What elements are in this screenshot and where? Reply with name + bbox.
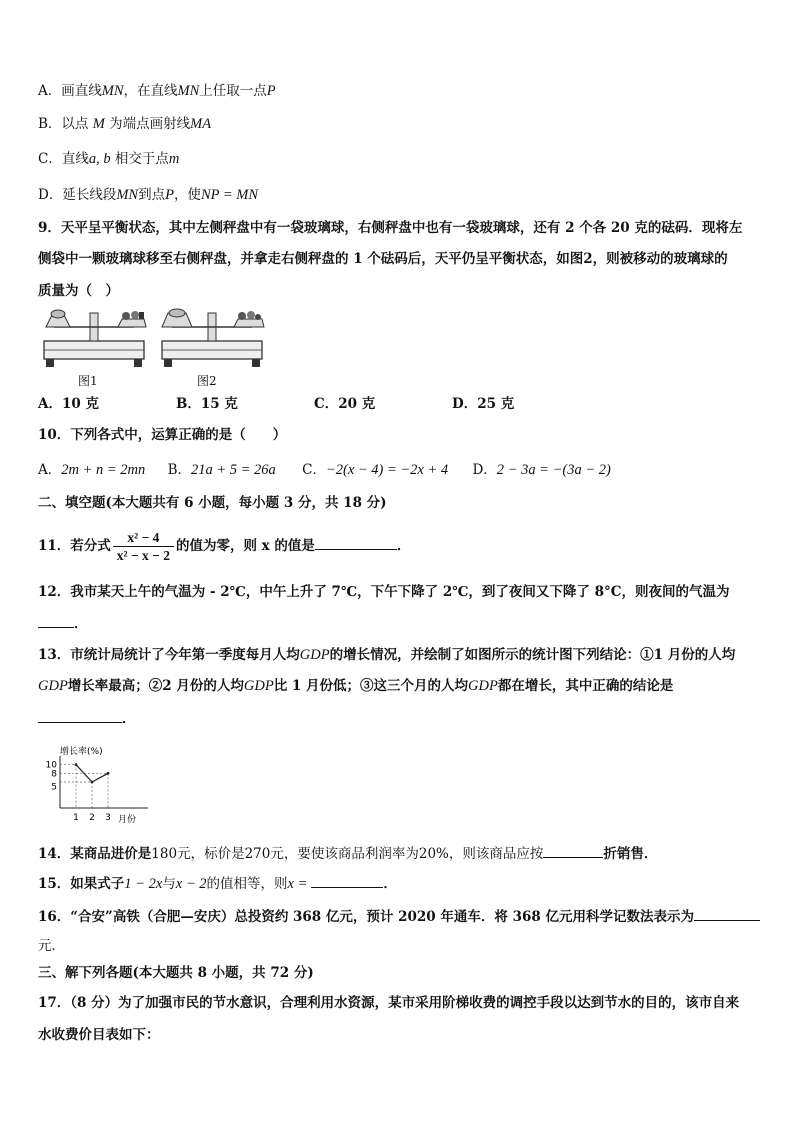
section-2-heading: 二、填空题(本大题共有 6 小题，每小题 3 分，共 18 分)	[38, 495, 387, 511]
option-letter: D．	[472, 462, 497, 478]
option-letter: B．	[38, 116, 62, 132]
math-p: P	[165, 187, 174, 203]
q9-options	[38, 395, 514, 413]
math-ma: MA	[190, 116, 212, 132]
q16-line2: 元．	[38, 938, 65, 954]
chart-point	[91, 781, 94, 784]
gdp-growth-chart	[38, 740, 168, 826]
chart-xtick-label: 1	[73, 813, 79, 823]
q13-end: ．	[122, 711, 136, 727]
option-text: 到点	[138, 187, 166, 203]
answer-blank[interactable]	[38, 613, 74, 628]
q8-option-b	[38, 115, 211, 133]
q15-expr-1: 1 − 2x	[124, 876, 163, 892]
q14-price: 270	[244, 846, 271, 862]
option-text: 延长线段	[62, 187, 117, 203]
q14-text: 折销售．	[603, 846, 658, 862]
answer-blank[interactable]	[315, 535, 397, 550]
q17-line2: 水收费价目表如下：	[38, 1027, 160, 1043]
chart-ytick-label: 5	[51, 782, 57, 793]
q10-option-d-expr: 2 − 3a = −(3a − 2)	[496, 462, 611, 478]
option-text: 以点	[61, 116, 89, 132]
option-letter: B．	[167, 462, 191, 478]
q14-rate: 20%	[418, 846, 449, 862]
q9-stem-line1: 9．天平呈平衡状态，其中左侧秤盘中有一袋玻璃球，右侧秤盘中也有一袋玻璃球，还有 2 个各 20 克的砝码．现将左	[38, 220, 743, 236]
option-text: 画直线	[61, 83, 102, 99]
q9-option-d: D．25 克	[452, 396, 515, 412]
q10-option-b-expr: 21a + 5 = 26a	[190, 462, 276, 478]
q13-text: 比 1 月份低；③这三个月的人均	[273, 678, 469, 694]
q14	[38, 843, 657, 863]
option-letter: A．	[38, 83, 62, 99]
q14-text: ，则该商品应按	[448, 846, 544, 862]
answer-blank[interactable]	[311, 873, 383, 888]
chart-xtick-label: 3	[105, 813, 111, 823]
q8-option-d	[38, 186, 258, 204]
q13-line1	[38, 646, 735, 664]
q11-fraction	[113, 529, 174, 564]
q17-line1: 17．（8 分）为了加强市民的节水意识，合理利用水资源，某市采用阶梯收费的调控手段以达到节水的目的，该市自来	[38, 995, 740, 1011]
q15-text: 的值相等，则	[206, 876, 288, 892]
figure-2-caption: 图2	[197, 374, 217, 388]
math-ab: a, b	[88, 151, 111, 167]
math-gdp: GDP	[243, 678, 274, 694]
q15-text: 与	[162, 876, 176, 892]
option-text: ，使	[173, 187, 201, 203]
q11-text: 11．若分式	[38, 538, 111, 554]
option-letter: C．	[302, 462, 326, 478]
q11	[38, 527, 410, 565]
q13-text: 13．市统计局统计了今年第一季度每月人均	[38, 647, 300, 663]
q14-text: 元，标价是	[177, 846, 245, 862]
math-mn: MN	[101, 83, 124, 99]
figure-1-caption: 图1	[78, 374, 98, 388]
chart-point	[75, 763, 78, 766]
q14-cost: 180	[151, 846, 178, 862]
answer-blank[interactable]	[543, 843, 603, 858]
q11-end: ．	[396, 538, 411, 554]
fraction-denominator: x² − x − 2	[116, 548, 170, 563]
answer-blank[interactable]	[38, 708, 122, 723]
q10-stem: 10．下列各式中，运算正确的是（ ）	[38, 427, 287, 443]
q16-text: 16．“合安”高铁（合肥—安庆）总投资约 368 亿元，预计 2020 年通车．将 368 亿元用科学记数法表示为	[38, 909, 694, 925]
q15-end: ．	[383, 876, 397, 892]
math-mn: MN	[116, 187, 139, 203]
math-gdp: GDP	[468, 678, 498, 694]
option-letter: A．	[38, 462, 62, 478]
math-m: M	[92, 116, 105, 132]
q14-text: 14．某商品进价是	[38, 846, 152, 862]
math-gdp: GDP	[38, 678, 68, 694]
q15-expr-2: x − 2	[175, 876, 207, 892]
q12-end: ．	[74, 616, 88, 632]
math-m: m	[168, 151, 180, 167]
q13-text: 都在增长，其中正确的结论是	[497, 678, 674, 694]
q9-option-b: B．15 克	[176, 396, 238, 412]
q10-option-c-expr: −2(x − 4) = −2x + 4	[325, 462, 449, 478]
chart-ytick-label: 8	[51, 769, 57, 780]
math-equation: NP = MN	[200, 187, 258, 203]
balance-figure-1	[44, 310, 146, 367]
q9-stem-line3: 质量为（ ）	[38, 283, 119, 299]
q13-line3	[38, 708, 136, 728]
math-mn: MN	[177, 83, 200, 99]
option-text: 相交于点	[114, 151, 169, 167]
balance-figure-2	[162, 309, 264, 367]
option-text: 上任取一点	[199, 83, 267, 99]
q15	[38, 873, 397, 893]
chart-point	[107, 772, 110, 775]
section-3-heading: 三、解下列各题(本大题共 8 小题，共 72 分)	[38, 965, 314, 981]
option-text: 为端点画射线	[109, 116, 191, 132]
q15-x-eq: x =	[287, 876, 308, 892]
q9-option-a: A．10 克	[38, 396, 99, 412]
q12-line2	[38, 613, 88, 633]
option-text: 直线	[61, 151, 89, 167]
q14-text: 元，要使该商品利润率为	[270, 846, 419, 862]
option-letter: C．	[38, 151, 62, 167]
q9-stem-line2: 侧袋中一颗玻璃球移至右侧秤盘，并拿走右侧秤盘的 1 个砝码后，天平仍呈平衡状态，如图2，则被移动的玻璃球的	[38, 251, 728, 267]
q12-line1: 12．我市某天上午的气温为 - 2℃，中午上升了 7℃，下午下降了 2℃，到了夜间又下降了 8°C，则夜间的气温为	[38, 584, 730, 600]
fraction-numerator: x² − 4	[113, 529, 174, 547]
math-p: P	[266, 83, 276, 99]
q13-text: 增长率最高；②2 月份的人均	[67, 678, 244, 694]
q15-text: 15．如果式子	[38, 876, 125, 892]
chart-xtick-label: 2	[89, 813, 95, 823]
q9-option-c: C．20 克	[314, 396, 376, 412]
chart-ytick-label: 10	[45, 760, 57, 771]
q10-options	[38, 461, 611, 479]
q8-option-c	[38, 150, 179, 168]
chart-ylabel: 增长率(%)	[60, 747, 103, 757]
answer-blank[interactable]	[694, 906, 760, 921]
q13-text: 的增长情况，并绘制了如图所示的统计图下列结论：①1 月份的人均	[329, 647, 736, 663]
q13-line2	[38, 677, 673, 695]
q16-line1	[38, 906, 760, 926]
math-gdp: GDP	[299, 647, 330, 663]
q10-option-a-expr: 2m + n = 2mn	[61, 462, 146, 478]
option-text: ，在直线	[123, 83, 178, 99]
chart-xlabel: 月份	[118, 815, 137, 825]
q11-text: 的值为零，则 x 的值是	[175, 538, 315, 554]
balance-figures	[40, 305, 270, 373]
option-letter: D．	[38, 187, 63, 203]
q8-option-a	[38, 82, 276, 100]
